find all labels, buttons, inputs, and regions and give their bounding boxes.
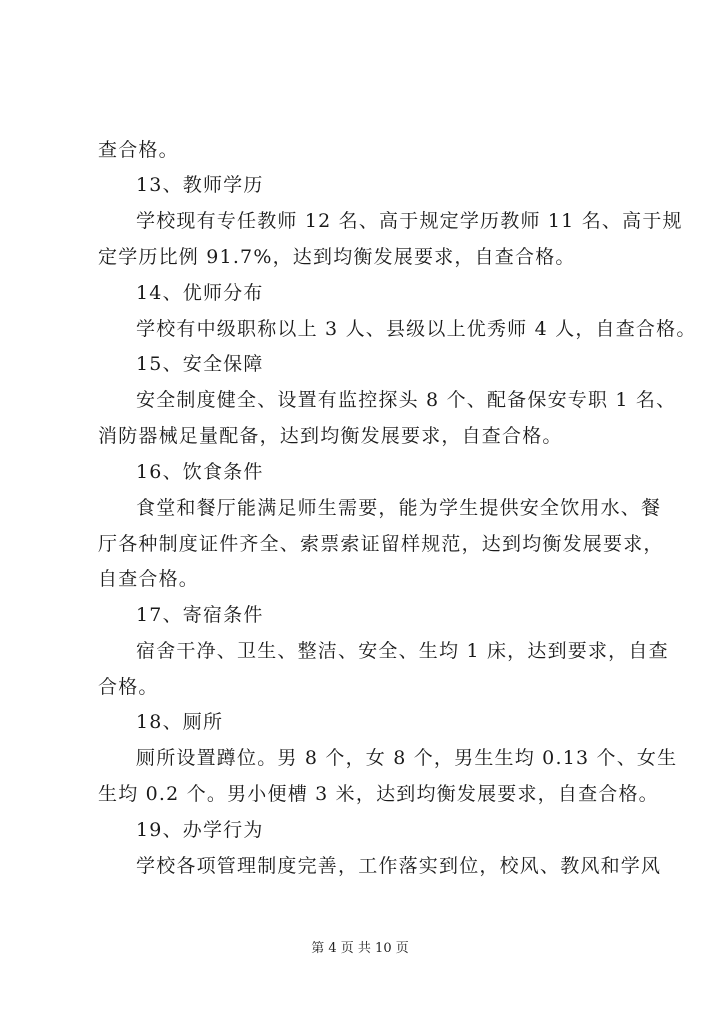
text-line: 学校有中级职称以上 3 人、县级以上优秀师 4 人，自查合格。 (136, 318, 697, 340)
section-heading-17: 17、寄宿条件 (136, 604, 264, 626)
text-line: 消防器械足量配备，达到均衡发展要求，自查合格。 (98, 425, 563, 447)
text-line: 生均 0.2 个。男小便槽 3 米，达到均衡发展要求，自查合格。 (98, 783, 659, 805)
section-heading-16: 16、饮食条件 (136, 461, 264, 483)
section-heading-13: 13、教师学历 (136, 174, 264, 196)
section-heading-15: 15、安全保障 (136, 353, 264, 375)
text-line: 定学历比例 91.7%，达到均衡发展要求，自查合格。 (98, 246, 576, 268)
text-line: 学校现有专任教师 12 名、高于规定学历教师 11 名、高于规 (136, 210, 683, 232)
section-heading-18: 18、厕所 (136, 711, 224, 733)
text-line: 宿舍干净、卫生、整洁、安全、生均 1 床，达到要求，自查 (136, 640, 669, 662)
section-heading-14: 14、优师分布 (136, 282, 264, 304)
section-heading-19: 19、办学行为 (136, 819, 264, 841)
text-line: 学校各项管理制度完善，工作落实到位，校风、教风和学风 (136, 855, 662, 877)
text-line: 自查合格。 (98, 568, 200, 590)
text-line: 查合格。 (98, 139, 179, 161)
text-line: 厕所设置蹲位。男 8 个，女 8 个，男生生均 0.13 个、女生 (136, 747, 678, 769)
text-line: 食堂和餐厅能满足师生需要，能为学生提供安全饮用水、餐 (136, 497, 662, 519)
text-line: 安全制度健全、设置有监控探头 8 个、配备保安专职 1 名、 (136, 389, 677, 411)
page-footer: 第 4 页 共 10 页 (311, 941, 409, 956)
text-line: 合格。 (98, 676, 159, 698)
text-line: 厅各种制度证件齐全、索票索证留样规范，达到均衡发展要求， (98, 533, 664, 555)
